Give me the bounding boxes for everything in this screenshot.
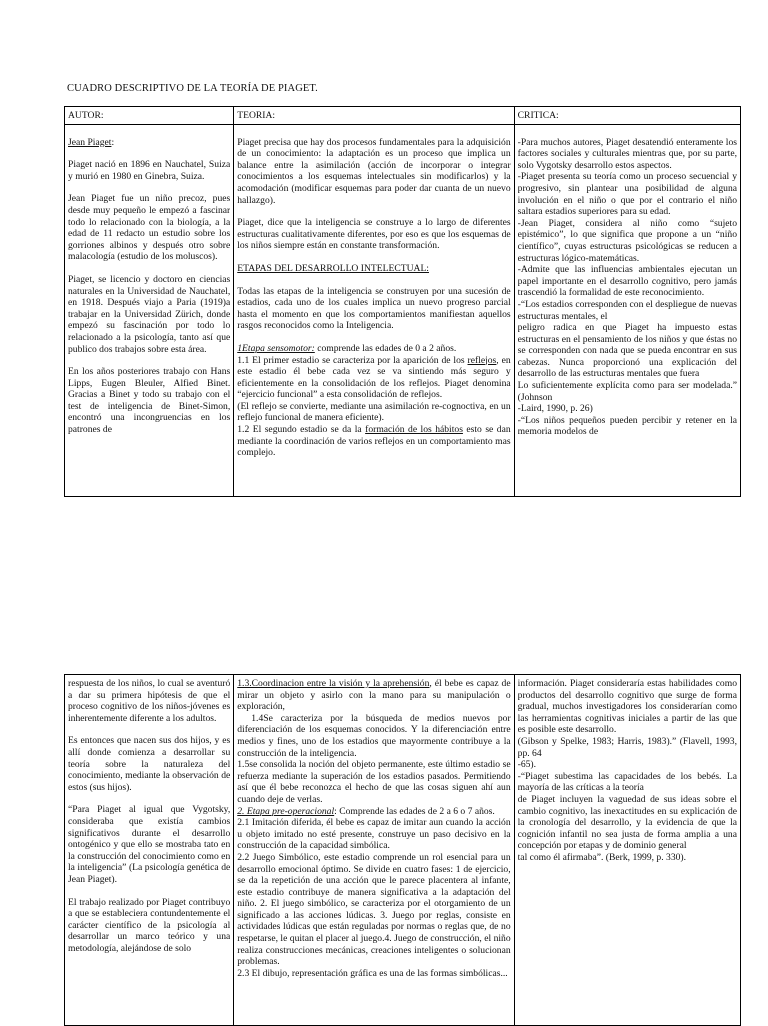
author-paragraph: “Para Piaget al igual que Vygotsky, consideraba que existía cambios significativos durante el desarrollo ontogénico y que ello se mostraba tato en la construcción del conocimiento como en la inteligencia” (La psicología genética de Jean Piaget).: [68, 804, 231, 885]
stage-1-1-note: (El reflejo se convierte, mediante una asimilación re-cognoctiva, en un reflejo funcional de manera eficiente).: [237, 400, 511, 424]
stage-2-3: 2.3 El dibujo, representación gráfica es una de las formas simbólicas...: [237, 967, 508, 979]
critique-line: -“Piaget subestima las capacidades de los bebés. La mayoría de las críticas a la teoría: [517, 770, 737, 794]
table-row: [65, 675, 741, 1026]
header-critique: CRITICA:: [514, 107, 740, 125]
theory-paragraph: Piaget precisa que hay dos procesos fundamentales para la adquisición de un conocimiento: la adaptación es un proceso que implica un balance entre la asimilación (acción de incorporar o integrar conocimientos a los esquemas intelectuales sin modificarlos) y la acomodación (modificar esquemas para poder dar cuanta de un nuevo hallazgo).: [237, 136, 511, 206]
critique-line: -“Los estadios corresponden con el despliegue de nuevas estructuras mentales, el: [517, 298, 737, 322]
header-author: AUTOR:: [65, 107, 234, 125]
critique-cell: [514, 124, 740, 496]
theory-table-page-2: [64, 674, 741, 1026]
critique-line: tal como él afirmaba”. (Berk, 1999, p. 330).: [517, 851, 687, 863]
theory-cell: [234, 124, 514, 496]
author-paragraph: Es entonces que nacen sus dos hijos, y es allí donde comienza a desarrollar su teoría sobre la naturaleza del conocimiento, mediante la observación de estos (sus hijos).: [68, 735, 231, 793]
stage-1-4: 1.4Se caracteriza por la búsqueda de medios nuevos por diferenciación de los esquemas conocidos. Y la diferenciación entre medios y fines, uno de los estadios que mayormente contribuye a la construcción de la inteligencia.: [237, 712, 511, 759]
stage-2-label: 2. Etapa pre-operacional: [237, 805, 335, 817]
table-row: [65, 124, 741, 496]
stages-heading: ETAPAS DEL DESARROLLO INTELECTUAL:: [237, 262, 429, 274]
document-title: CUADRO DESCRIPTIVO DE LA TEORÍA DE PIAGET.: [67, 83, 318, 94]
stage-1-2: 1.2 El segundo estadio se da la formación de los hábitos esto se dan mediante la coordinación de varios reflejos en un comportamiento mas complejo.: [237, 424, 511, 459]
critique-line: -“Los niños pequeños pueden percibir y retener en la memoria modelos de: [517, 414, 737, 438]
author-paragraph: Piaget nació en 1896 en Nauchatel, Suiza y murió en 1980 en Ginebra, Suiza.: [68, 159, 231, 182]
author-paragraph: Piaget, se licencio y doctoro en ciencias naturales en la Universidad de Nauchatel, en 1918. Después viajo a Paria (1919)a trabajar en la Universidad Zürich, donde empezó su fascinación por todo lo relacionado a la psicología, tanto así que publico dos trabajos sobre esta área.: [68, 273, 231, 355]
critique-line: peligro radica en que Piaget ha impuesto estas estructuras en el pensamiento de los niños y que éstas no se corresponden con nada que se pueda encontrar en sus cabezas. Nunca proporcionó una explicación del desarrollo de las estructuras mentales que fuera: [517, 322, 737, 380]
page-gap: [0, 640, 768, 660]
stage-1-3: 1.3.Coordinacion entre la visión y la aprehensión, él bebe es capaz de mirar un objeto y asirlo con la mano para su manipulación o exploración,: [237, 678, 511, 713]
stage-1-label: 1Etapa sensomotor:: [237, 342, 315, 354]
stage-1-line: 1Etapa sensomotor: comprende las edades de 0 a 2 años.: [237, 342, 457, 354]
stage-1-3-label: 1.3.Coordinacion entre la visión y la aprehensión: [237, 678, 430, 689]
critique-line: (Gibson y Spelke, 1983; Harris, 1983).” (Flavell, 1993, pp. 64: [517, 735, 737, 759]
critique-line: información. Piaget consideraría estas habilidades como productos del desarrollo cognitivo que surge de forma gradual, muchos investigadores los considerarían como las herramientas cognitivas iniciales a partir de las que es posible este desarrollo.: [517, 678, 737, 736]
stage-1-1: 1.1 El primer estadio se caracteriza por la aparición de los reflejos, en este estadio él bebe cada vez se va sintiendo más seguro y eficientemente en la consolidación de los reflejos. Piaget denomina “ejercicio funcional” a esta consolidación de reflejos.: [237, 354, 511, 401]
theory-cell: [234, 675, 514, 1026]
stage-1-5: 1.5se consolida la noción del objeto permanente, este último estadio se refuerza mediante la superación de los estadios pasados. Permitiendo así que él bebe reconozca el hecho de que las cosas siguen ahí aun cuando deje de verlas.: [237, 759, 511, 805]
stage-2-1: 2.1 Imitación diferida, él bebe es capaz de imitar aun cuando la acción u objeto imitado no esté presente, construye un paso decisivo en la construcción de la capacidad simbólica.: [237, 817, 511, 852]
critique-line: -Jean Piaget, considera al niño como “sujeto epistémico”, lo que significa que propone a un “niño científico”, cuyas estructuras psicológicas se reducen a estructuras lógico-matemáticas.: [517, 217, 737, 264]
author-cell: [65, 675, 234, 1026]
author-cell: [65, 124, 234, 496]
author-name: Jean Piaget:: [68, 136, 115, 148]
critique-line: -Para muchos autores, Piaget desatendió enteramente los factores sociales y culturales mientras que, por su parte, solo Vygotsky desarrollo estos aspectos.: [517, 136, 737, 171]
table-header-row: [65, 107, 741, 125]
header-theory: TEORIA:: [234, 107, 514, 125]
critique-line: -65).: [517, 759, 537, 771]
theory-paragraph: Piaget, dice que la inteligencia se construye a lo largo de diferentes estructuras cualitativamente diferentes, por eso es que los esquemas de los niños siempre están en constante transformación.: [237, 217, 511, 252]
critique-line: -Piaget presenta su teoría como un proceso secuencial y progresivo, sin plantear una posibilidad de alguna involución en el niño o que por el contrario el niño saltara estadios superiores para su edad.: [517, 171, 737, 218]
critique-line: de Piaget incluyen la vaguedad de sus ideas sobre el cambio cognitivo, las inexactitudes en su explicación de la cronología del desarrollo, y la evidencia de que la cognición infantil no sea justa de forma amplia a una concepción por etapas y de dominio general: [517, 793, 737, 852]
author-paragraph: Jean Piaget fue un niño precoz, pues desde muy pequeño le empezó a fascinar todo lo relacionado con la biología, a la edad de 11 redacto un estudio sobre los gorriones albinos y después otro sobre malacología (estudio de los moluscos).: [68, 193, 231, 263]
critique-line: -Admite que las influencias ambientales ejecutan un papel importante en el desarrollo cognitivo, pero jamás trascendió la formalidad de este reconocimiento.: [517, 264, 737, 299]
critique-line: -Laird, 1990, p. 26): [517, 403, 593, 415]
critique-cell: [514, 675, 740, 1026]
author-paragraph: El trabajo realizado por Piaget contribuyo a que se estableciera contundentemente el carácter científico de la psicología al desarrollar un marco teórico y una metodología, alejándose de solo: [68, 896, 231, 954]
theory-paragraph: Todas las etapas de la inteligencia se construyen por una sucesión de estadios, cada uno de los cuales implica un nuevo progreso parcial hasta el momento en que los comportamientos manifiestan aquellos rasgos reconocidos como la Inteligencia.: [237, 285, 511, 332]
stage-2-line: 2. Etapa pre-operacional: Comprende las edades de 2 a 6 o 7 años.: [237, 805, 495, 817]
author-paragraph: respuesta de los niños, lo cual se aventuró a dar su primera hipótesis de que el proceso cognitivo de los niños-jóvenes es inherentemente diferente a los adultos.: [68, 678, 231, 724]
critique-line: Lo suficientemente explícita como para ser modelada.” (Johnson: [517, 380, 737, 403]
stage-2-2: 2.2 Juego Simbólico, este estadio comprende un rol esencial para un desarrollo emocional óptimo. Se divide en cuatro fases: 1 de ejercicio, se da la repetición de una acción que le parece placentera al infante, este estadio contribuye de manera significativa a la adaptación del niño. 2. El juego simbólico, se caracteriza por el otorgamiento de un significado a las acciones lúdicas. 3. Juego por reglas, consiste en actividades lúdicas que están reguladas por normas o reglas que, de no respetarse, le quitan el placer al juego.4. Juego de construcción, el niño realiza construcciones mecánicas, creaciones inteligentes o solucionan problemas.: [237, 851, 511, 968]
theory-table-page-1: [64, 106, 741, 497]
author-paragraph: En los años posteriores trabajo con Hans Lipps, Eugen Bleuler, Alfied Binet. Gracias a Binet y todo su trabajo con el test de inteligencia de Binet-Simon, encontró una incongruencias en los patrones de: [68, 366, 231, 436]
